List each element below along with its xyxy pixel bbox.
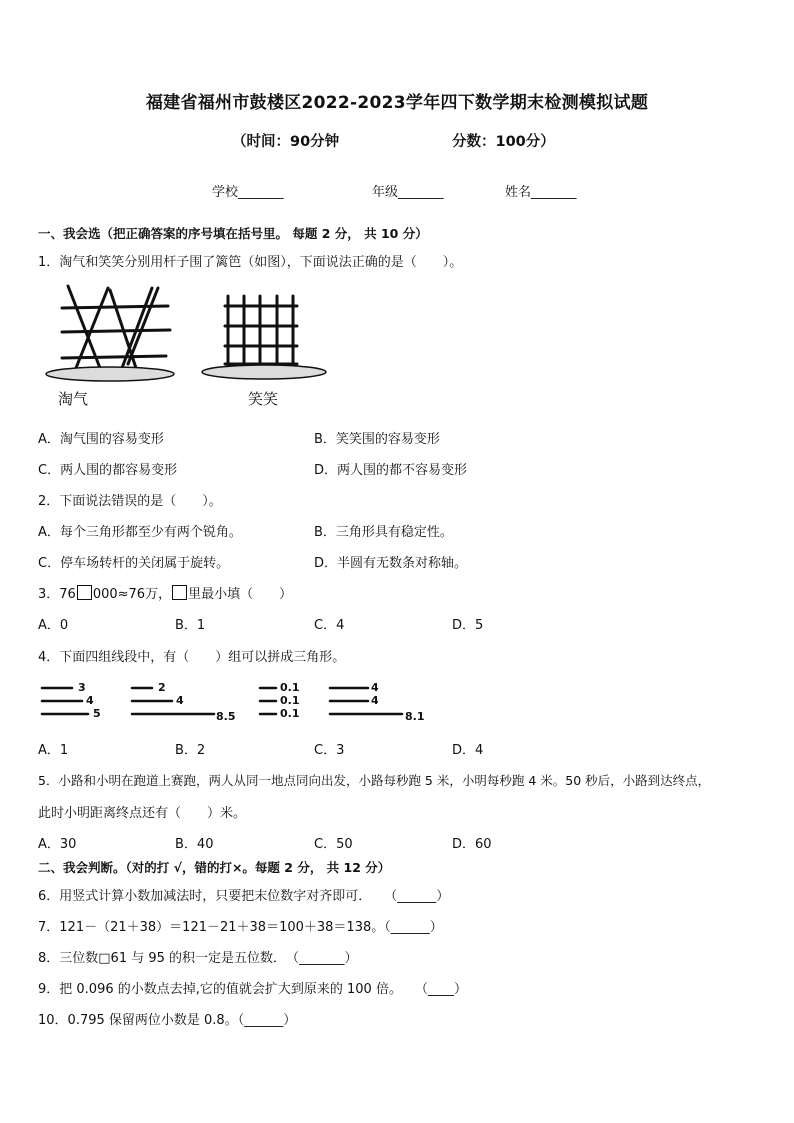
blank-box-icon [77, 585, 92, 600]
name-field: 姓名_______ [505, 185, 577, 200]
q2-option-c: C．停车场转杆的关闭属于旋转。 [38, 556, 230, 571]
q2-option-d: D．半圆有无数条对称轴。 [314, 556, 468, 571]
q1-option-d: D．两人围的都不容易变形 [314, 463, 468, 478]
question-6: 6．用竖式计算小数加减法时，只要把末位数字对齐即可． （______） [38, 889, 450, 904]
score-label: 分数：100分） [452, 134, 555, 150]
q3-pre: 3．76 [38, 587, 76, 602]
question-7: 7．121－（21＋38）＝121－21＋38＝100＋38＝138。（______） [38, 920, 443, 935]
seg-label: 4 [86, 694, 94, 707]
question-3 [38, 583, 292, 602]
question-9: 9．把 0.096 的小数点去掉,它的值就会扩大到原来的 100 倍。 （____） [38, 982, 467, 997]
seg-label: 0.1 [280, 694, 300, 707]
question-4: 4．下面四组线段中，有（ ）组可以拼成三角形。 [38, 650, 346, 665]
segments-figure [38, 676, 438, 726]
q5-option-c: C．50 [314, 837, 353, 852]
q3-option-c: C．4 [314, 618, 345, 633]
seg-label: 4 [176, 694, 184, 707]
q4-option-d: D．4 [452, 743, 484, 758]
question-2: 2．下面说法错误的是（ ）。 [38, 494, 222, 509]
q2-option-a: A．每个三角形都至少有两个锐角。 [38, 525, 242, 540]
taoqi-label: 淘气 [58, 390, 89, 408]
seg-label: 8.1 [405, 710, 425, 723]
time-label: （时间：90分钟 [232, 134, 340, 150]
segments-svg [38, 676, 438, 726]
q3-option-a: A．0 [38, 618, 69, 633]
seg-label: 3 [78, 681, 86, 694]
q3-option-b: B．1 [175, 618, 206, 633]
taoqi-fence [50, 286, 172, 374]
page-title: 福建省福州市鼓楼区2022-2023学年四下数学期末检测模拟试题 [145, 93, 649, 113]
seg-label: 4 [371, 694, 379, 707]
q2-option-b: B．三角形具有稳定性。 [314, 525, 453, 540]
question-10: 10．0.795 保留两位小数是 0.8。（______） [38, 1013, 297, 1028]
section2-heading: 二、我会判断。（对的打 √，错的打×。每题 2 分， 共 12 分） [38, 860, 391, 875]
xiaoxiao-label: 笑笑 [248, 390, 279, 408]
xiaoxiao-base [202, 365, 326, 379]
seg-label: 0.1 [280, 707, 300, 720]
question-8: 8．三位数□61 与 95 的积一定是五位数． （_______） [38, 951, 358, 966]
q4-option-a: A．1 [38, 743, 69, 758]
q3-mid: 000≈76万， [92, 587, 172, 602]
q1-option-c: C．两人围的都容易变形 [38, 463, 178, 478]
seg-label: 2 [158, 681, 166, 694]
q5-option-b: B．40 [175, 837, 214, 852]
seg-label: 8.5 [216, 710, 236, 723]
q4-option-b: B．2 [175, 743, 206, 758]
q5-option-d: D．60 [452, 837, 492, 852]
q1-option-a: A．淘气围的容易变形 [38, 432, 164, 447]
seg-label: 4 [371, 681, 379, 694]
q1-option-b: B．笑笑围的容易变形 [314, 432, 440, 447]
q4-option-c: C．3 [314, 743, 345, 758]
taoqi-base [46, 367, 174, 381]
grade-field: 年级_______ [372, 185, 444, 200]
question-5-line2: 此时小明距离终点还有（ ）米。 [38, 806, 247, 821]
question-5-line1: 5．小路和小明在跑道上赛跑，两人从同一地点同向出发，小路每秒跑 5 米，小明每秒跑 4 米。50 秒后，小路到达终点， [38, 773, 711, 788]
seg-label: 0.1 [280, 681, 300, 694]
q3-option-d: D．5 [452, 618, 484, 633]
q5-option-a: A．30 [38, 837, 77, 852]
blank-box-icon [172, 585, 187, 600]
school-field: 学校_______ [212, 185, 284, 200]
seg-label: 5 [93, 707, 101, 720]
section1-heading: 一、我会选（把正确答案的序号填在括号里。 每题 2 分， 共 10 分） [38, 226, 428, 241]
q3-post: 里最小填（ ） [188, 587, 293, 602]
xiaoxiao-fence [225, 296, 297, 370]
question-1: 1．淘气和笑笑分别用杆子围了篱笆（如图），下面说法正确的是（ ）。 [38, 255, 463, 270]
